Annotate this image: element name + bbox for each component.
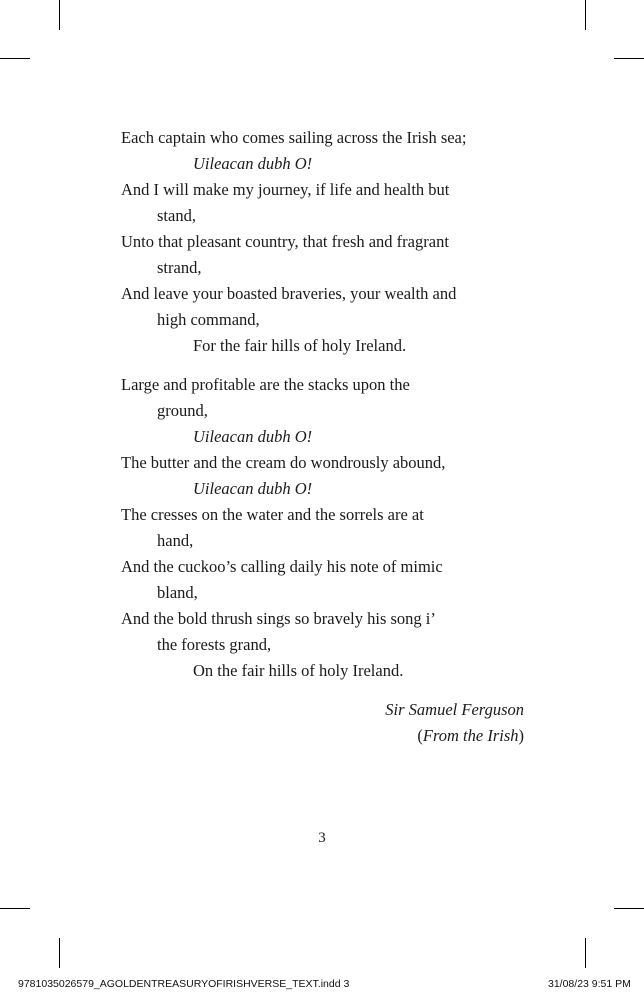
poem-line: And the cuckoo’s calling daily his note of mimic [121, 557, 443, 576]
crop-mark [0, 58, 30, 59]
poem-line: The cresses on the water and the sorrels are at [121, 505, 424, 524]
crop-mark [585, 0, 586, 30]
poem-line: bland, [157, 583, 198, 602]
stanza-gap [121, 359, 531, 372]
poem-body [121, 125, 531, 684]
poem-line: And the bold thrush sings so bravely his song i’ [121, 609, 436, 628]
poem-line: ground, [157, 401, 208, 420]
slug-timestamp: 31/08/23 9:51 PM [548, 978, 631, 990]
poem-line: the forests grand, [157, 635, 272, 654]
attribution [385, 697, 524, 749]
stanza [121, 372, 531, 684]
poem-line: The butter and the cream do wondrously abound, [121, 453, 446, 472]
crop-mark [585, 938, 586, 968]
crop-mark [614, 58, 644, 59]
author-name: Sir Samuel Ferguson [385, 700, 524, 719]
poem-line: Unto that pleasant country, that fresh and fragrant [121, 232, 449, 251]
poem-line: high command, [157, 310, 260, 329]
crop-mark [59, 0, 60, 30]
poem-line: On the fair hills of holy Ireland. [193, 661, 404, 680]
stanza [121, 125, 531, 359]
source-note: (From the Irish) [417, 726, 524, 745]
source-title: From the Irish [422, 726, 519, 745]
slug-filename: 9781035026579_AGOLDENTREASURYOFIRISHVERSE_TEXT.indd 3 [18, 978, 350, 990]
poem-line: Uileacan dubh O! [193, 427, 313, 446]
crop-mark [614, 908, 644, 909]
page-number: 3 [318, 830, 326, 846]
poem-line: For the fair hills of holy Ireland. [193, 336, 407, 355]
poem-line: And leave your boasted braveries, your wealth and [121, 284, 457, 303]
poem-line: Large and profitable are the stacks upon the [121, 375, 410, 394]
poem-line: Uileacan dubh O! [193, 479, 313, 498]
poem-line: strand, [157, 258, 202, 277]
poem-line: And I will make my journey, if life and health but [121, 180, 450, 199]
poem-line: Uileacan dubh O! [193, 154, 313, 173]
crop-mark [0, 908, 30, 909]
crop-mark [59, 938, 60, 968]
poem-line: stand, [157, 206, 196, 225]
poem-line: Each captain who comes sailing across the Irish sea; [121, 128, 467, 147]
poem-line: hand, [157, 531, 194, 550]
